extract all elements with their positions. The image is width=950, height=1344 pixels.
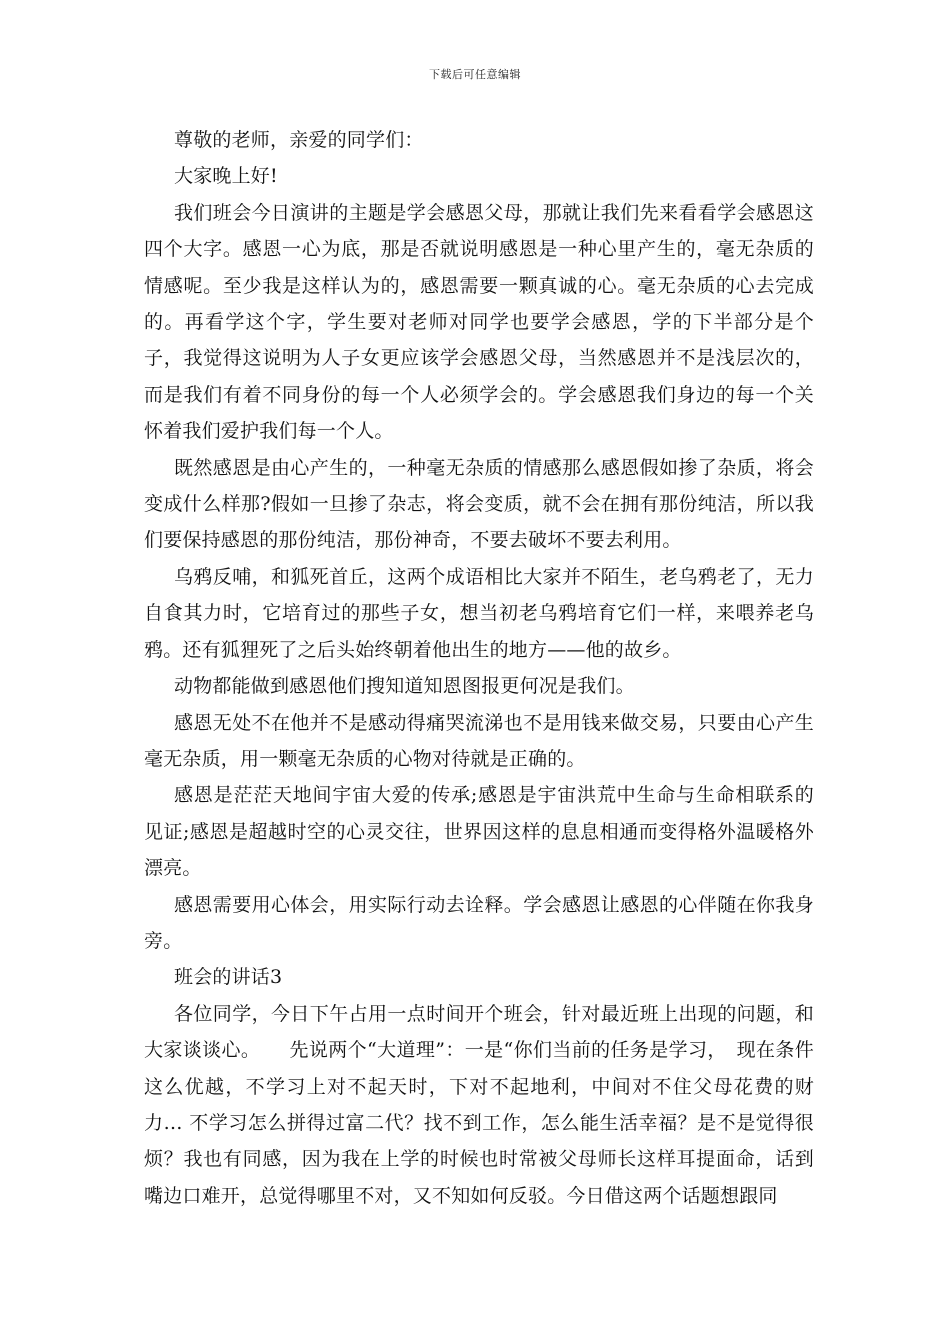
paragraph-class-meeting: 各位同学，今日下午占用一点时间开个班会，针对最近班上出现的问题，和大家谈谈心。 先说两个“大道理”：一是“你们当前的任务是学习， 现在条件这么优越，不学习上对不起天时，下对不起地利，中间对不住父母花费的财力… 不学习怎么拼得过富二代？找不到工作，怎么能生活幸福？是不是觉得很烦？我也有同感，因为我在上学的时候也时常被父母师长这样耳提面命，话到嘴边口难开，总觉得哪里不对，又不知如何反驳。今日借这两个话题想跟同: [144, 1002, 814, 1207]
paragraph-purity: 既然感恩是由心产生的，一种毫无杂质的情感那么感恩假如掺了杂质，将会变成什么样那?假如一旦掺了杂志，将会变质，就不会在拥有那份纯洁，所以我们要保持感恩的那份纯洁，那份神奇，不要去破坏不要去利用。: [144, 456, 814, 552]
document-body: [144, 122, 814, 1214]
paragraph-animals: 动物都能做到感恩他们搜知道知恩图报更何况是我们。: [174, 675, 635, 698]
paragraph-theme: 我们班会今日演讲的主题是学会感恩父母，那就让我们先来看看学会感恩这四个大字。感恩一心为底，那是否就说明感恩是一种心里产生的，毫无杂质的情感呢。至少我是这样认为的，感恩需要一颗真诚的心。毫无杂质的心去完成的。再看学这个字，学生要对老师对同学也要学会感恩，学的下半部分是个子，我觉得这说明为人子女更应该学会感恩父母，当然感恩并不是浅层次的，而是我们有着不同身份的每一个人必须学会的。学会感恩我们身边的每一个关怀着我们爱护我们每一个人。: [144, 201, 814, 443]
paragraph-greeting: 大家晚上好!: [174, 165, 278, 188]
section-heading: 班会的讲话3: [174, 966, 283, 989]
paragraph-everywhere: 感恩无处不在他并不是感动得痛哭流涕也不是用钱来做交易，只要由心产生毫无杂质，用一颗毫无杂质的心物对待就是正确的。: [144, 711, 814, 770]
page-header-note: 下载后可任意编辑: [429, 68, 521, 81]
paragraph-idioms: 乌鸦反哺，和狐死首丘，这两个成语相比大家并不陌生，老乌鸦老了，无力自食其力时，它培育过的那些子女，想当初老乌鸦培育它们一样，来喂养老乌鸦。还有狐狸死了之后头始终朝着他出生的地方——他的故乡。: [144, 565, 814, 661]
paragraph-action: 感恩需要用心体会，用实际行动去诠释。学会感恩让感恩的心伴随在你我身旁。: [144, 893, 814, 952]
paragraph-salutation: 尊敬的老师，亲爱的同学们：: [174, 129, 424, 151]
paragraph-inheritance: 感恩是茫茫天地间宇宙大爱的传承;感恩是宇宙洪荒中生命与生命相联系的见证;感恩是超越时空的心灵交往，世界因这样的息息相通而变得格外温暖格外漂亮。: [144, 784, 814, 880]
